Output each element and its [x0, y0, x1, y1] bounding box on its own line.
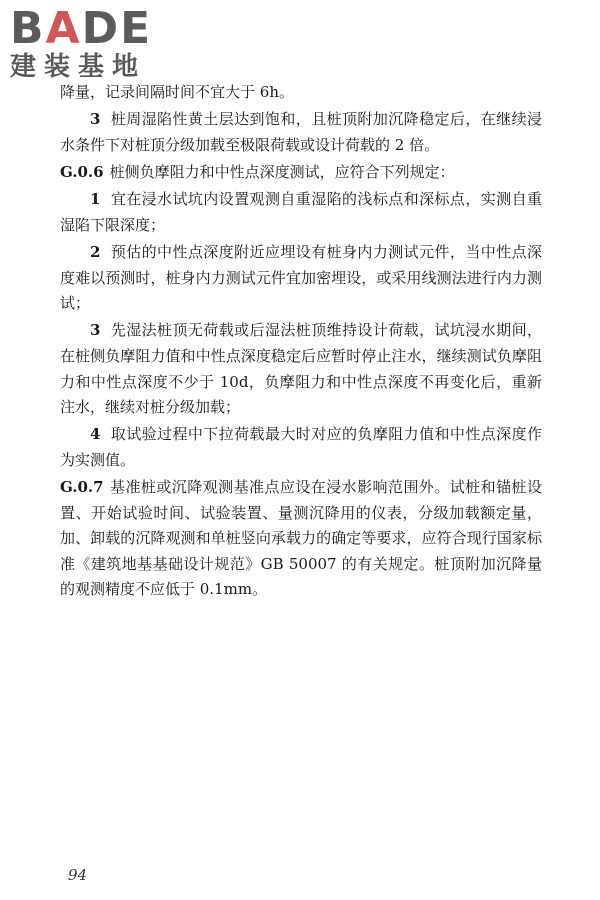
list-item: [60, 107, 542, 158]
list-item: [60, 422, 542, 473]
item-number: 1: [90, 190, 101, 209]
watermark-letters-de: DE: [81, 3, 153, 54]
clause-number: G.0.6: [60, 162, 104, 181]
watermark-chinese: 建装基地: [10, 52, 147, 82]
clause-paragraph: [60, 475, 542, 603]
list-item: [60, 318, 542, 420]
item-number: 2: [90, 242, 101, 261]
paragraph-text: 预估的中性点深度附近应埋设有桩身内力测试元件，当中性点深度难以预测时，桩身内力测试元件宜加密埋设，或采用线测法进行内力测试；: [60, 242, 542, 313]
clause-heading: [60, 160, 542, 186]
paragraph-text: 取试验过程中下拉荷载最大时对应的负摩阻力值和中性点深度作为实测值。: [60, 425, 542, 469]
list-item: [60, 187, 542, 238]
item-number: 3: [90, 321, 101, 340]
paragraph-text: 桩侧负摩阻力和中性点深度测试，应符合下列规定：: [109, 162, 455, 181]
list-item: [60, 240, 542, 317]
document-body: [60, 80, 542, 605]
paragraph-text: 基准桩或沉降观测基准点应设在浸水影响范围外。试桩和锚桩设置、开始试验时间、试验装置、量测沉降用的仪表，分级加载额定量，加、卸载的沉降观测和单桩竖向承载力的确定等要求，应符合现行国家标准《建筑地基基础设计规范》GB 50007 的有关规定。桩顶附加沉降量的观测精度不应低于 0.1mm。: [60, 478, 542, 599]
clause-number: G.0.7: [60, 478, 104, 497]
page-number: 94: [68, 866, 88, 884]
item-number: 4: [90, 425, 101, 444]
paragraph-text: 桩周湿陷性黄土层达到饱和，且桩顶附加沉降稳定后，在继续浸水条件下对桩顶分级加载至极限荷载或设计荷载的 2 倍。: [60, 110, 542, 154]
paragraph-continuation: [60, 80, 542, 106]
item-number: 3: [90, 110, 101, 129]
watermark-letter-a: A: [45, 3, 82, 54]
paragraph-text: 降量，记录间隔时间不宜大于 6h。: [60, 83, 294, 101]
paragraph-text: 先湿法桩顶无荷载或后湿法桩顶维持设计荷载，试坑浸水期间，在桩侧负摩阻力值和中性点深度稳定后应暂时停止注水，继续测试负摩阻力和中性点深度不少于 10d，负摩阻力和中性点深度不再变化后，重新注水，继续对桩分级加载；: [60, 321, 542, 417]
watermark-latin: [10, 3, 180, 54]
watermark-logo: [10, 3, 180, 82]
paragraph-text: 宜在浸水试坑内设置观测自重湿陷的浅标点和深标点，实测自重湿陷下限深度；: [60, 190, 542, 234]
watermark-letter-b: B: [10, 3, 46, 54]
